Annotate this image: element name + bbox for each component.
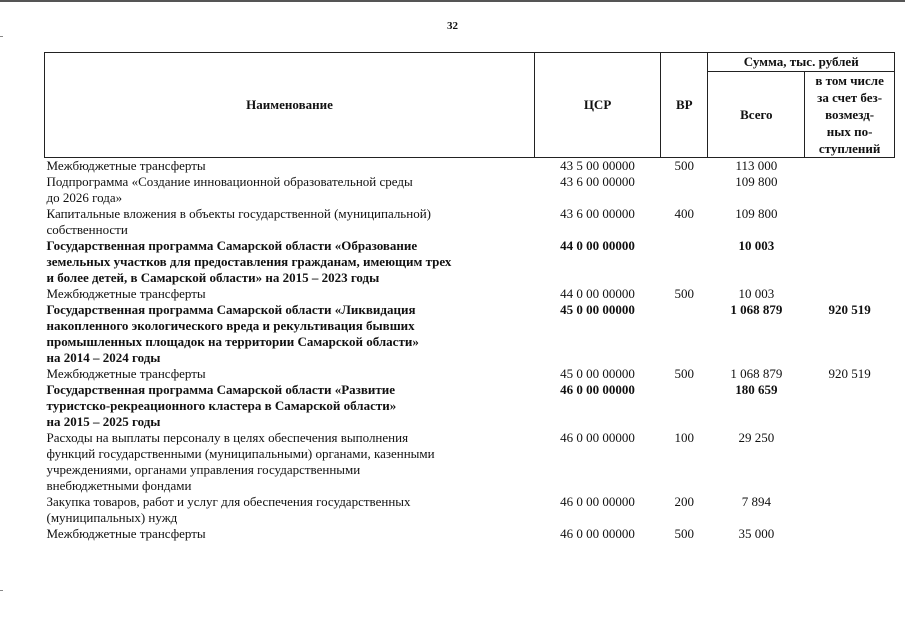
row-name-line: Государственная программа Самарской области «Развитие bbox=[46, 382, 396, 397]
row-name bbox=[45, 494, 535, 526]
table-body bbox=[45, 158, 895, 543]
row-total: 1 068 879 bbox=[730, 302, 783, 317]
row-name-line: функций государственными (муниципальными) органами, казенными bbox=[46, 446, 435, 461]
row-name-line: Подпрограмма «Создание инновационной образовательной среды bbox=[46, 174, 413, 189]
row-name-line: Межбюджетные трансферты bbox=[46, 526, 206, 541]
left-edge-mark bbox=[0, 36, 3, 37]
row-name-line: до 2026 года» bbox=[46, 190, 123, 205]
row-vr bbox=[661, 238, 708, 286]
row-name bbox=[45, 430, 535, 494]
table-row bbox=[45, 206, 895, 238]
table-row bbox=[45, 174, 895, 206]
row-name-line: на 2015 – 2025 годы bbox=[46, 414, 161, 429]
row-vr: 500 bbox=[674, 526, 694, 541]
row-including bbox=[805, 174, 895, 206]
row-name-line: на 2014 – 2024 годы bbox=[46, 350, 161, 365]
row-including bbox=[805, 494, 895, 526]
row-total: 180 659 bbox=[735, 382, 778, 397]
row-name bbox=[45, 158, 535, 175]
row-name bbox=[45, 206, 535, 238]
row-name bbox=[45, 302, 535, 366]
row-vr bbox=[661, 382, 708, 430]
row-total: 109 800 bbox=[735, 174, 778, 189]
row-including bbox=[805, 382, 895, 430]
row-including bbox=[805, 430, 895, 494]
row-csr: 46 0 00 00000 bbox=[560, 430, 635, 445]
table-row bbox=[45, 238, 895, 286]
row-vr: 500 bbox=[674, 158, 694, 173]
row-total: 1 068 879 bbox=[730, 366, 783, 381]
table-row bbox=[45, 158, 895, 175]
table-row bbox=[45, 430, 895, 494]
row-name bbox=[45, 366, 535, 382]
row-name-line: накопленного экологического вреда и рекультивация бывших bbox=[46, 318, 415, 333]
row-csr: 46 0 00 00000 bbox=[560, 526, 635, 541]
row-total: 35 000 bbox=[738, 526, 775, 541]
row-total: 113 000 bbox=[735, 158, 778, 173]
row-total: 7 894 bbox=[741, 494, 771, 509]
table-row bbox=[45, 302, 895, 366]
header-csr: ЦСР bbox=[535, 53, 661, 158]
row-total: 10 003 bbox=[738, 286, 775, 301]
header-name: Наименование bbox=[45, 53, 535, 158]
row-total: 29 250 bbox=[738, 430, 775, 445]
header-vr: ВР bbox=[661, 53, 708, 158]
row-csr: 45 0 00 00000 bbox=[560, 366, 635, 381]
row-csr: 45 0 00 00000 bbox=[560, 302, 635, 317]
row-name bbox=[45, 174, 535, 206]
row-name bbox=[45, 526, 535, 542]
row-including: 920 519 bbox=[828, 366, 871, 381]
row-name-line: Капитальные вложения в объекты государственной (муниципальной) bbox=[46, 206, 431, 221]
table-header bbox=[45, 53, 895, 158]
row-name-line: Закупка товаров, работ и услуг для обеспечения государственных bbox=[46, 494, 411, 509]
row-csr: 46 0 00 00000 bbox=[560, 382, 635, 397]
row-vr: 200 bbox=[674, 494, 694, 509]
header-including-line: в том числе bbox=[815, 73, 884, 88]
left-edge-mark bbox=[0, 590, 3, 591]
budget-table-container bbox=[44, 52, 895, 542]
row-name bbox=[45, 286, 535, 302]
row-name-line: земельных участков для предоставления гражданам, имеющим трех bbox=[46, 254, 452, 269]
row-including: 920 519 bbox=[828, 302, 871, 317]
row-vr bbox=[661, 174, 708, 206]
row-name bbox=[45, 238, 535, 286]
header-including-line: ступлений bbox=[818, 141, 881, 156]
header-including-line: возмезд- bbox=[825, 107, 875, 122]
budget-table bbox=[44, 52, 895, 542]
top-border-line bbox=[0, 0, 905, 2]
row-name-line: Расходы на выплаты персоналу в целях обеспечения выполнения bbox=[46, 430, 409, 445]
table-row bbox=[45, 382, 895, 430]
table-row bbox=[45, 366, 895, 382]
row-name-line: Государственная программа Самарской области «Образование bbox=[46, 238, 418, 253]
row-csr: 43 6 00 00000 bbox=[560, 206, 635, 221]
row-csr: 44 0 00 00000 bbox=[560, 238, 635, 253]
row-name-line: промышленных площадок на территории Самарской области» bbox=[46, 334, 419, 349]
row-name-line: Государственная программа Самарской области «Ликвидация bbox=[46, 302, 416, 317]
row-csr: 46 0 00 00000 bbox=[560, 494, 635, 509]
row-total: 10 003 bbox=[738, 238, 775, 253]
row-name-line: Межбюджетные трансферты bbox=[46, 286, 206, 301]
header-including bbox=[805, 72, 895, 158]
row-vr: 500 bbox=[674, 366, 694, 381]
header-including-line: за счет без- bbox=[817, 90, 883, 105]
row-including bbox=[805, 206, 895, 238]
row-vr: 500 bbox=[674, 286, 694, 301]
row-including bbox=[805, 286, 895, 302]
row-including bbox=[805, 238, 895, 286]
row-name-line: и более детей, в Самарской области» на 2015 – 2023 годы bbox=[46, 270, 380, 285]
row-vr bbox=[661, 302, 708, 366]
row-name-line: учреждениями, органами управления государственными bbox=[46, 462, 361, 477]
row-csr: 44 0 00 00000 bbox=[560, 286, 635, 301]
header-sum: Сумма, тыс. рублей bbox=[708, 53, 895, 72]
row-csr: 43 5 00 00000 bbox=[560, 158, 635, 173]
row-name-line: Межбюджетные трансферты bbox=[46, 158, 206, 173]
table-row bbox=[45, 526, 895, 542]
row-name bbox=[45, 382, 535, 430]
row-vr: 100 bbox=[674, 430, 694, 445]
row-name-line: туристско-рекреационного кластера в Самарской области» bbox=[46, 398, 397, 413]
header-total: Всего bbox=[708, 72, 805, 158]
table-row bbox=[45, 494, 895, 526]
table-row bbox=[45, 286, 895, 302]
row-name-line: внебюджетными фондами bbox=[46, 478, 192, 493]
row-including bbox=[805, 526, 895, 542]
row-name-line: (муниципальных) нужд bbox=[46, 510, 178, 525]
row-csr: 43 6 00 00000 bbox=[560, 174, 635, 189]
page-number: 32 bbox=[447, 20, 458, 32]
row-total: 109 800 bbox=[735, 206, 778, 221]
row-name-line: Межбюджетные трансферты bbox=[46, 366, 206, 381]
row-vr: 400 bbox=[674, 206, 694, 221]
row-name-line: собственности bbox=[46, 222, 128, 237]
row-including bbox=[805, 158, 895, 175]
header-including-line: ных по- bbox=[826, 124, 873, 139]
